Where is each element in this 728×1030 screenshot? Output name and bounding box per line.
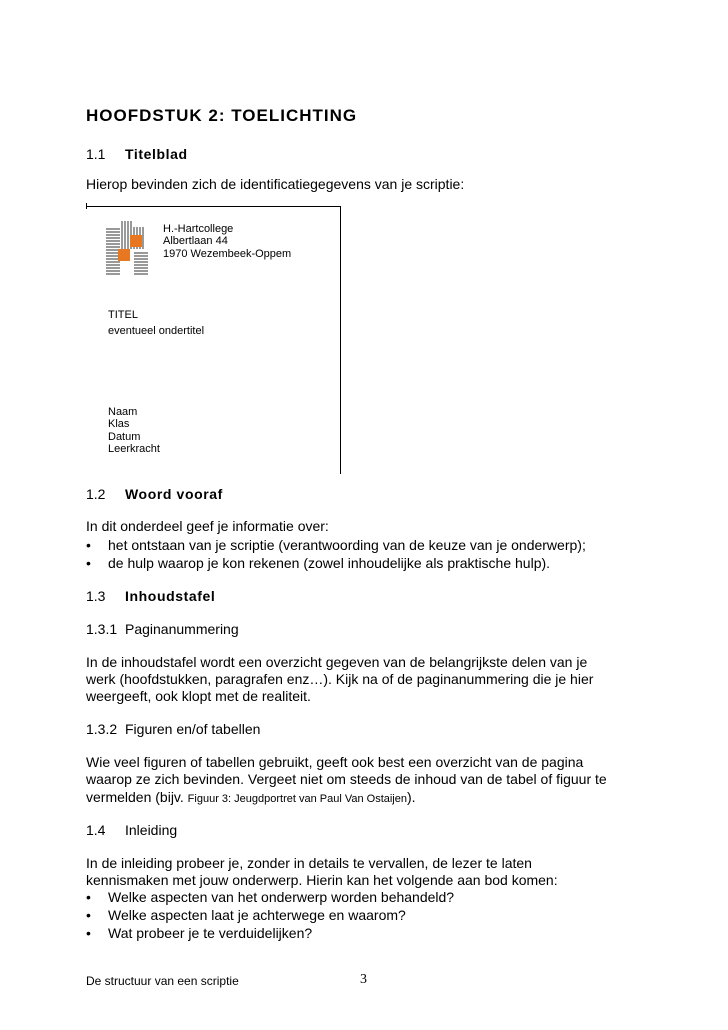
field-naam: Naam [108, 406, 138, 418]
figuren-line-3-before: vermelden (bijv. [86, 789, 188, 805]
footer-document-title: De structuur van een scriptie [86, 974, 239, 988]
bullet-icon: • [86, 537, 91, 553]
section-1-1-number: 1.1 [86, 146, 106, 162]
school-street: Albertlaan 44 [163, 235, 228, 247]
field-klas: Klas [108, 418, 130, 430]
figure-caption-example: Figuur 3: Jeugdportret van Paul Van Ostaijen [187, 793, 407, 805]
section-1-3-2-number: 1.3.2 [86, 721, 118, 737]
woord-vooraf-intro: In dit onderdeel geef je informatie over: [86, 518, 329, 534]
figuren-line-1: Wie veel figuren of tabellen gebruikt, geeft ook best een overzicht van de pagina [86, 754, 584, 770]
section-1-3-title: Inhoudstafel [125, 588, 216, 604]
paginanummering-line-2: werk (hoofdstukken, paragrafen enz…). Kijk na of de paginanummering die je hier [86, 671, 594, 687]
school-name: H.-Hartcollege [163, 223, 234, 235]
titelblad-intro: Hierop bevinden zich de identificatiegegevens van je scriptie: [86, 176, 465, 192]
bullet-icon: • [86, 889, 91, 905]
section-1-3-2-title: Figuren en/of tabellen [125, 721, 261, 737]
box-corner-tick [86, 203, 87, 209]
woord-vooraf-bullet-1: het ontstaan van je scriptie (verantwoording van de keuze van je onderwerp); [108, 537, 586, 553]
inleiding-line-2: kennismaken met jouw onderwerp. Hierin kan het volgende aan bod komen: [86, 872, 558, 888]
figuren-line-3-after: ). [406, 789, 416, 805]
school-logo-icon [104, 219, 150, 277]
box-corner-tick [340, 469, 341, 474]
field-datum: Datum [108, 431, 141, 443]
section-1-2-number: 1.2 [86, 486, 106, 502]
woord-vooraf-bullet-2: de hulp waarop je kon rekenen (zowel inhoudelijke als praktische hulp). [108, 555, 551, 571]
field-leerkracht: Leerkracht [108, 443, 160, 455]
school-city: 1970 Wezembeek-Oppem [163, 248, 292, 260]
section-1-4-number: 1.4 [86, 822, 106, 838]
figuren-line-2: waarop ze zich bevinden. Vergeet niet om steeds de inhoud van de tabel of figuur te [86, 771, 607, 787]
paginanummering-line-3: weergeeft, ook klopt met de realiteit. [86, 688, 311, 704]
section-1-2-title: Woord vooraf [125, 486, 223, 502]
chapter-title: HOOFDSTUK 2: TOELICHTING [86, 106, 358, 125]
section-1-3-number: 1.3 [86, 588, 106, 604]
section-1-1-title: Titelblad [125, 146, 188, 162]
section-1-4-title: Inleiding [125, 822, 178, 838]
figuren-line-3 [86, 789, 416, 808]
bullet-icon: • [86, 555, 91, 571]
inleiding-bullet-3: Wat probeer je te verduidelijken? [108, 925, 313, 941]
inleiding-line-1: In de inleiding probeer je, zonder in details te vervallen, de lezer te laten [86, 855, 532, 871]
section-1-3-1-number: 1.3.1 [86, 621, 118, 637]
page-number: 3 [360, 972, 367, 987]
bullet-icon: • [86, 925, 91, 941]
subtitle-placeholder: eventueel ondertitel [108, 325, 205, 337]
title-page-example [86, 206, 341, 469]
inleiding-bullet-1: Welke aspecten van het onderwerp worden behandeld? [108, 889, 455, 905]
section-1-3-1-title: Paginanummering [125, 621, 239, 637]
paginanummering-line-1: In de inhoudstafel wordt een overzicht gegeven van de belangrijkste delen van je [86, 654, 588, 670]
inleiding-bullet-2: Welke aspecten laat je achterwege en waarom? [108, 907, 406, 923]
title-placeholder: TITEL [108, 309, 138, 321]
bullet-icon: • [86, 907, 91, 923]
